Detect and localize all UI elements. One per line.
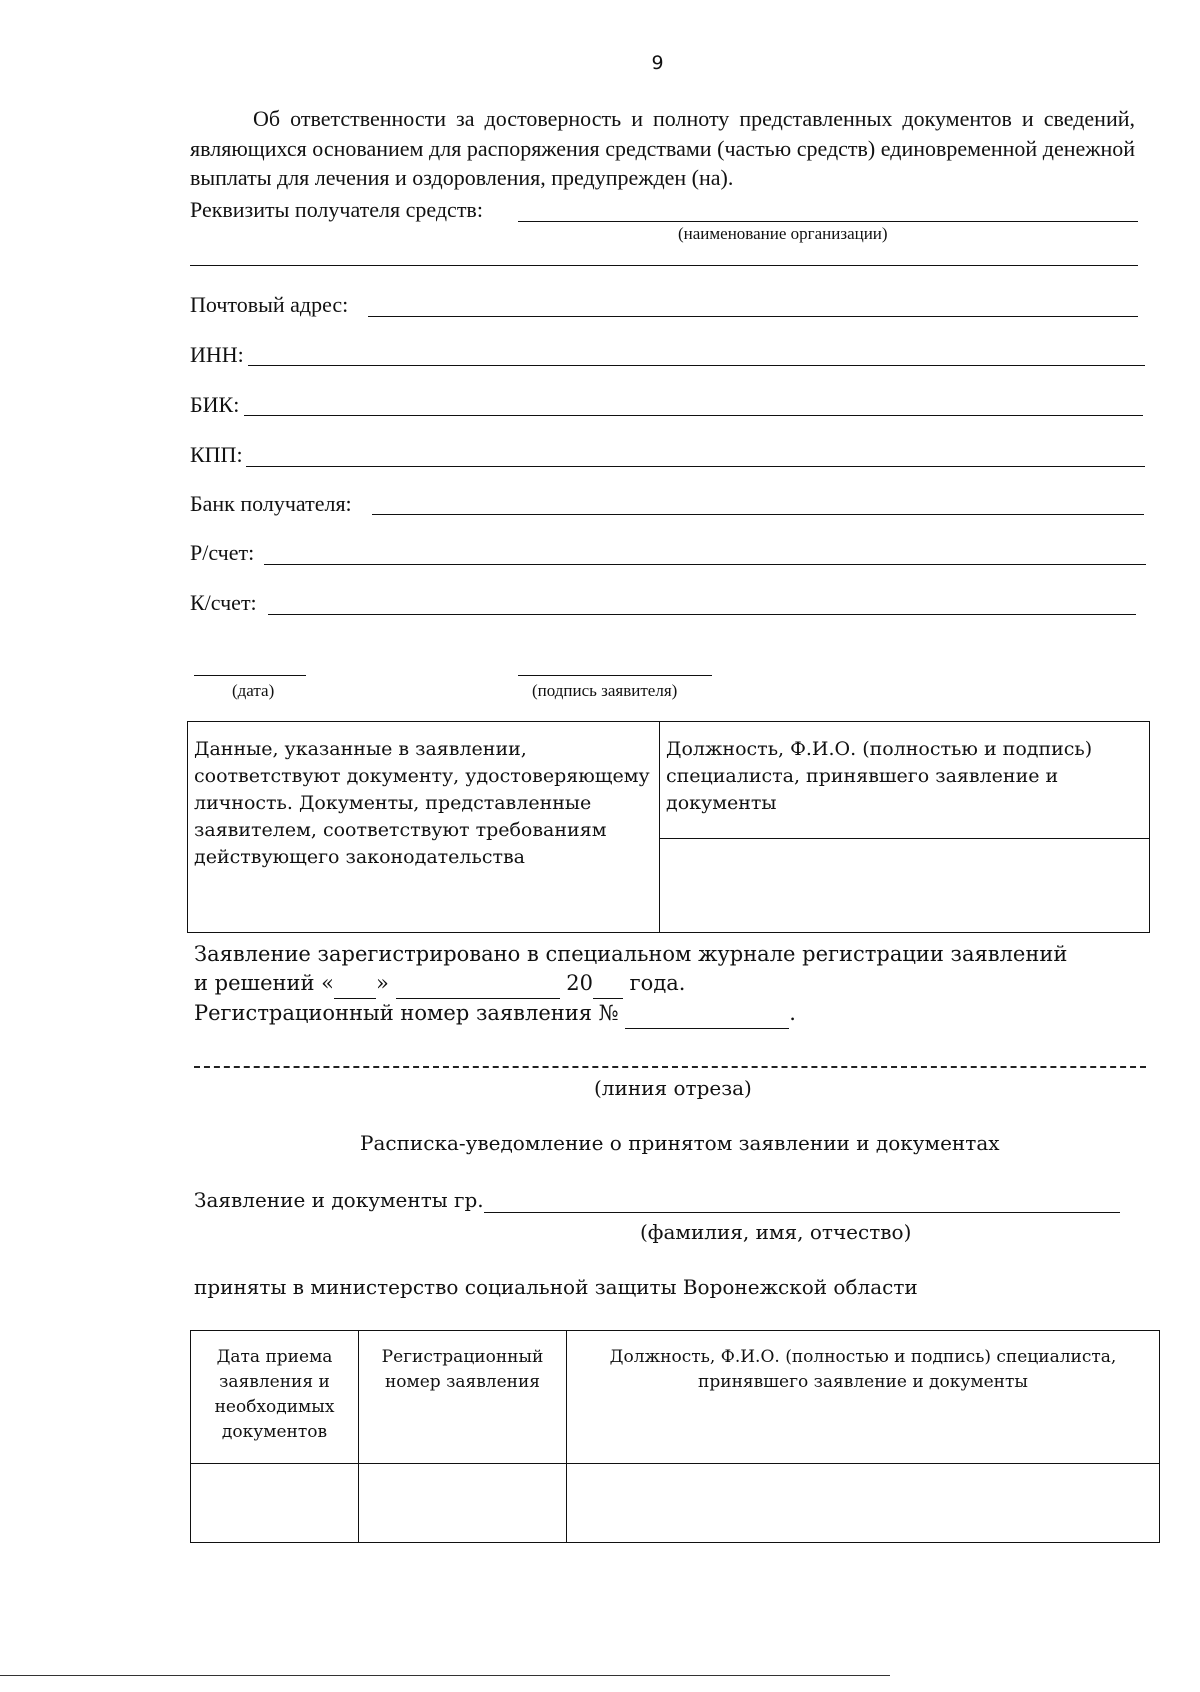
receipt-date-cell[interactable]: [191, 1464, 359, 1543]
registration-line-3: [194, 999, 1067, 1029]
reg-month-field[interactable]: [396, 969, 560, 999]
liability-text: Об ответственности за достоверность и полноту представленных документов и сведений, являющихся основанием для распоряжения средствами (частью средств) единовременной денежной выплаты для лечения и оздоровления, предупрежден (на).: [190, 106, 1135, 190]
receipt-fio-caption: (фамилия, имя, отчество): [640, 1220, 912, 1244]
receipt-header-date-text: Дата приема заявления и необходимых документов: [214, 1347, 335, 1442]
bank-line[interactable]: [372, 514, 1144, 515]
receipt-title: Расписка-уведомление о принятом заявлении и документах: [360, 1131, 1000, 1155]
receipt-header-date: [191, 1331, 359, 1464]
reg-number-period: .: [789, 1001, 796, 1025]
ks-line[interactable]: [268, 614, 1136, 615]
org-name-caption: (наименование организации): [678, 224, 888, 243]
reg-day-field[interactable]: [334, 969, 376, 999]
bik-line[interactable]: [244, 415, 1143, 416]
scan-edge-line: [0, 1675, 890, 1676]
bik-label: БИК:: [190, 392, 240, 417]
postal-address-line[interactable]: [368, 316, 1138, 317]
reg-day-close: »: [376, 971, 389, 995]
reg-number-label: Регистрационный номер заявления №: [194, 1001, 619, 1025]
receipt-header-regnum: [359, 1331, 567, 1464]
receipt-header-specialist-text: Должность, Ф.И.О. (полностью и подпись) специалиста, принявшего заявление и документы: [609, 1347, 1117, 1392]
registration-line-2: [194, 969, 1067, 999]
reg-number-field[interactable]: [625, 999, 789, 1029]
requisites-label: Реквизиты получателя средств:: [190, 197, 483, 222]
reg-century: 20: [566, 971, 593, 995]
receipt-table: [190, 1330, 1160, 1543]
org-name-line[interactable]: [518, 221, 1138, 222]
receipt-accepted-text: приняты в министерство социальной защиты Воронежской области: [194, 1275, 918, 1299]
rs-line[interactable]: [264, 564, 1146, 565]
page-number: 9: [651, 52, 664, 74]
cut-line-caption: (линия отреза): [594, 1076, 752, 1100]
reg-year-suffix: года.: [629, 971, 686, 995]
inn-line[interactable]: [248, 365, 1145, 366]
verification-cell: [188, 722, 660, 933]
rs-label: Р/счет:: [190, 540, 255, 565]
receipt-regnum-cell[interactable]: [359, 1464, 567, 1543]
bank-label: Банк получателя:: [190, 491, 352, 516]
verification-text: Данные, указанные в заявлении, соответствуют документу, удостоверяющему личность. Документы, представленные заявителем, соответствуют требованиям действующего законодательства: [194, 738, 650, 868]
kpp-line[interactable]: [246, 466, 1145, 467]
kpp-label: КПП:: [190, 442, 243, 467]
postal-address-label: Почтовый адрес:: [190, 292, 349, 317]
liability-statement: [190, 104, 1135, 193]
receipt-fio-line[interactable]: [484, 1212, 1120, 1213]
registration-line-1: Заявление зарегистрировано в специальном журнале регистрации заявлений: [194, 942, 1068, 966]
specialist-caption-cell: [660, 722, 1150, 839]
date-line[interactable]: [194, 675, 306, 676]
date-caption: (дата): [232, 681, 275, 700]
registration-block: [194, 940, 1067, 1029]
inn-label: ИНН:: [190, 342, 244, 367]
reg-year-field[interactable]: [593, 969, 623, 999]
org-name-line-2[interactable]: [190, 265, 1138, 266]
cut-line: [194, 1066, 1146, 1068]
signature-line[interactable]: [518, 675, 712, 676]
receipt-header-specialist: [567, 1331, 1160, 1464]
specialist-signature-cell[interactable]: [660, 838, 1150, 932]
specialist-caption: Должность, Ф.И.О. (полностью и подпись) специалиста, принявшего заявление и документы: [666, 738, 1093, 814]
receipt-header-regnum-text: Регистрационный номер заявления: [381, 1347, 544, 1392]
receipt-specialist-cell[interactable]: [567, 1464, 1160, 1543]
ks-label: К/счет:: [190, 590, 257, 615]
verification-table: [187, 721, 1150, 933]
signature-caption: (подпись заявителя): [532, 681, 678, 700]
reg-day-prefix: и решений «: [194, 971, 335, 995]
receipt-docs-label: Заявление и документы гр.: [194, 1188, 484, 1212]
